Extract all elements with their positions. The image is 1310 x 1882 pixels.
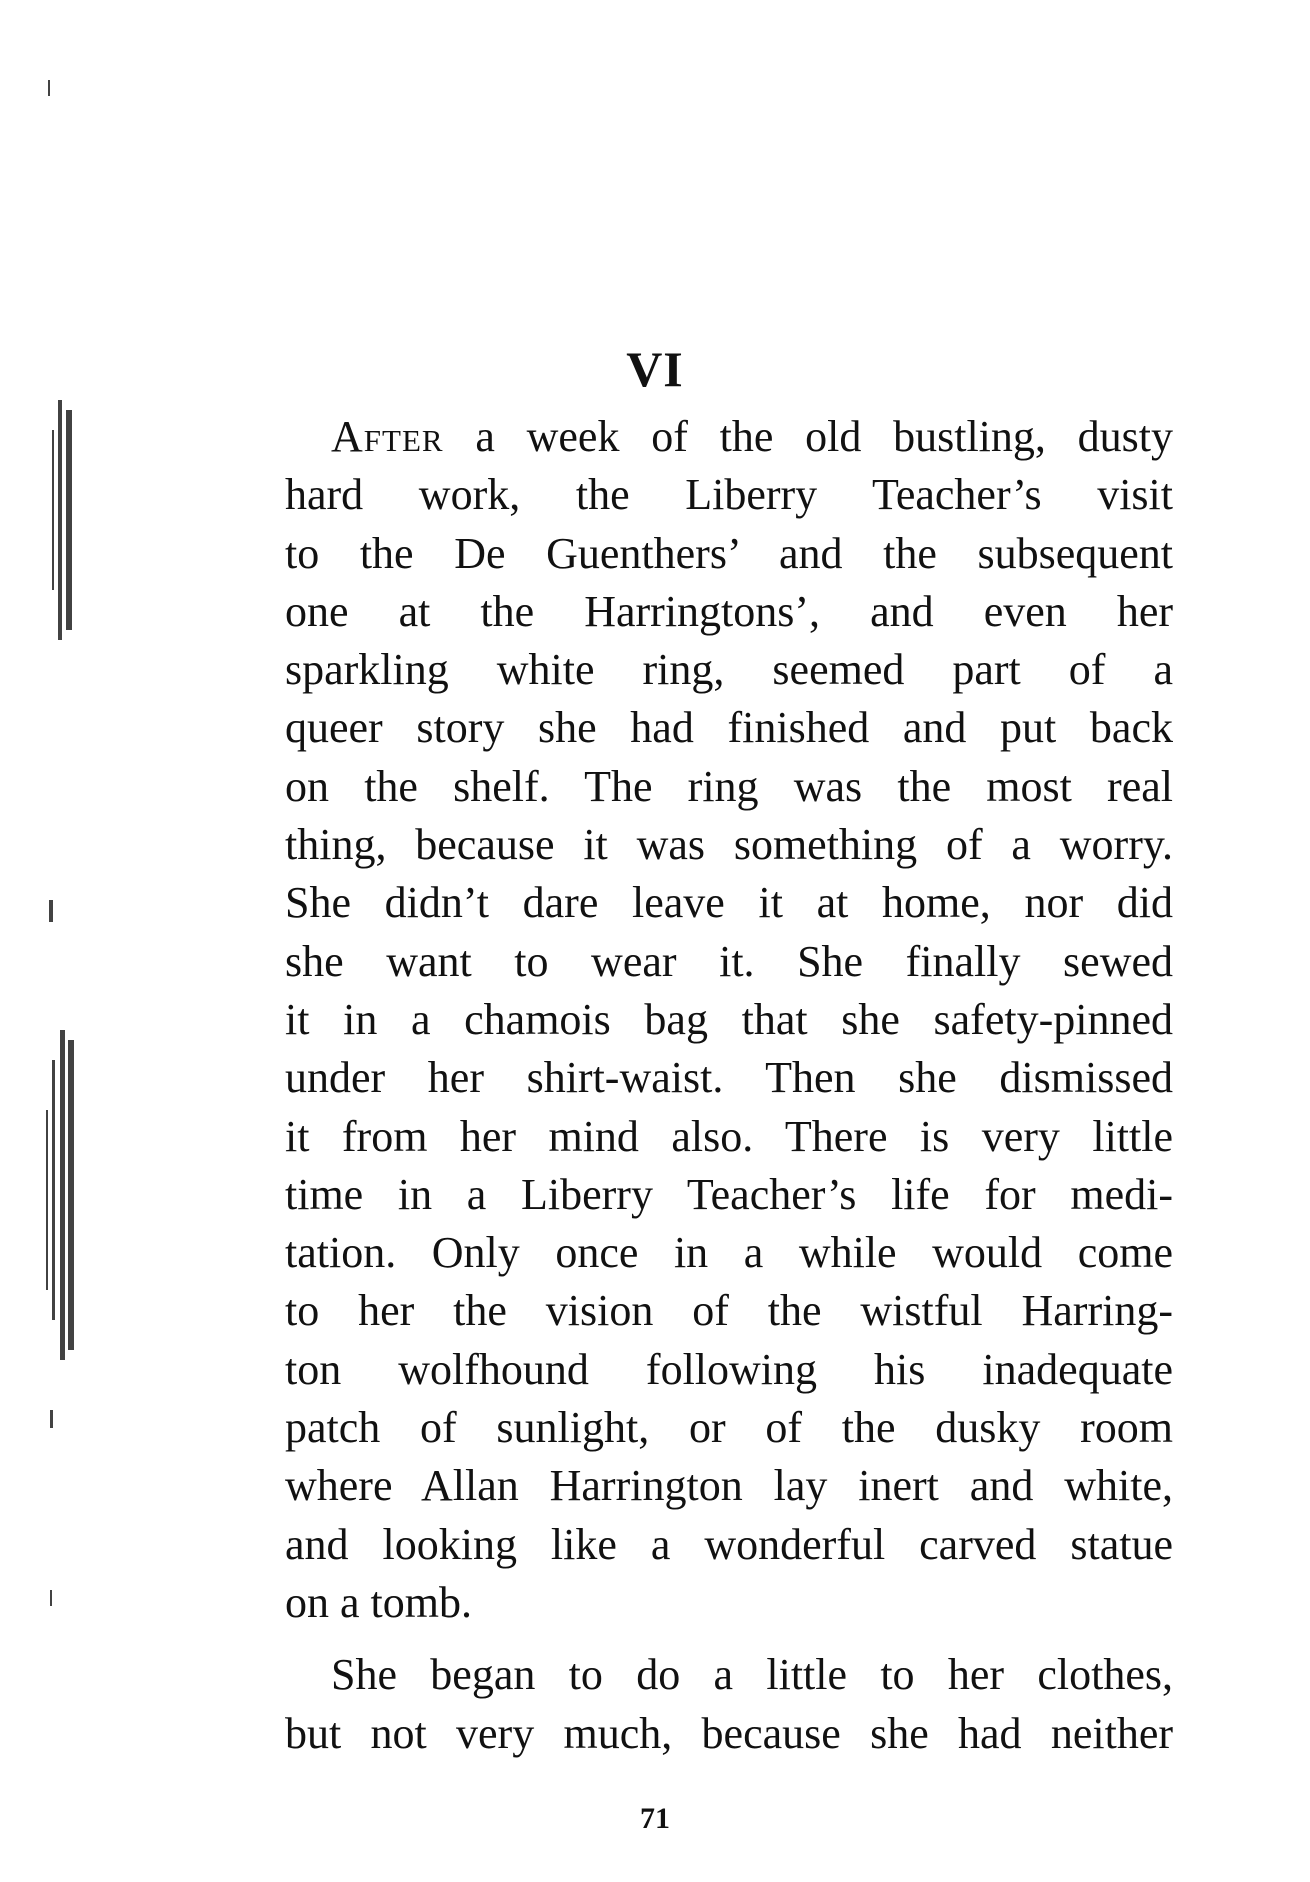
text-line: she want to wear it. She finally sewed [285, 936, 1173, 986]
text-line: on the shelf. The ring was the most real [285, 761, 1173, 811]
text-line: She began to do a little to her clothes, [331, 1650, 1173, 1700]
text-line: patch of sunlight, or of the dusky room [285, 1403, 1173, 1453]
text-line: under her shirt-waist. Then she dismissed [285, 1053, 1173, 1103]
text-line: on a tomb. [285, 1577, 472, 1627]
text-line: sparkling white ring, seemed part of a [285, 645, 1173, 695]
text-line: tation. Only once in a while would come [285, 1228, 1173, 1278]
text-line: After a week of the old bustling, dusty [331, 412, 1173, 461]
text-line: hard work, the Liberry Teacher’s visit [285, 470, 1173, 520]
text-line: and looking like a wonderful carved statue [285, 1519, 1173, 1569]
text-line: one at the Harringtons’, and even her [285, 586, 1173, 636]
text-line: where Allan Harrington lay inert and white, [285, 1461, 1173, 1511]
text-line: thing, because it was something of a worry. [285, 820, 1173, 870]
text-line: it from her mind also. There is very little [285, 1111, 1173, 1161]
text-line: time in a Liberry Teacher’s life for medi- [285, 1169, 1173, 1219]
text-line: to her the vision of the wistful Harring- [285, 1286, 1173, 1336]
text-line: queer story she had finished and put back [285, 703, 1173, 753]
text-line: it in a chamois bag that she safety-pinned [285, 994, 1173, 1044]
text-line: She didn’t dare leave it at home, nor did [285, 878, 1173, 928]
body-text [285, 408, 1173, 1763]
text-line: ton wolfhound following his inadequate [285, 1344, 1173, 1394]
paragraph-1 [285, 408, 1173, 1632]
paragraph-2 [285, 1646, 1173, 1763]
lead-word: After [331, 412, 444, 461]
page-number: 71 [640, 1802, 670, 1835]
text-line: to the De Guenthers’ and the subsequent [285, 528, 1173, 578]
chapter-heading: VI [626, 341, 684, 397]
scan-binding-shadow [0, 0, 120, 1882]
text-line: but not very much, because she had neither [285, 1708, 1173, 1758]
